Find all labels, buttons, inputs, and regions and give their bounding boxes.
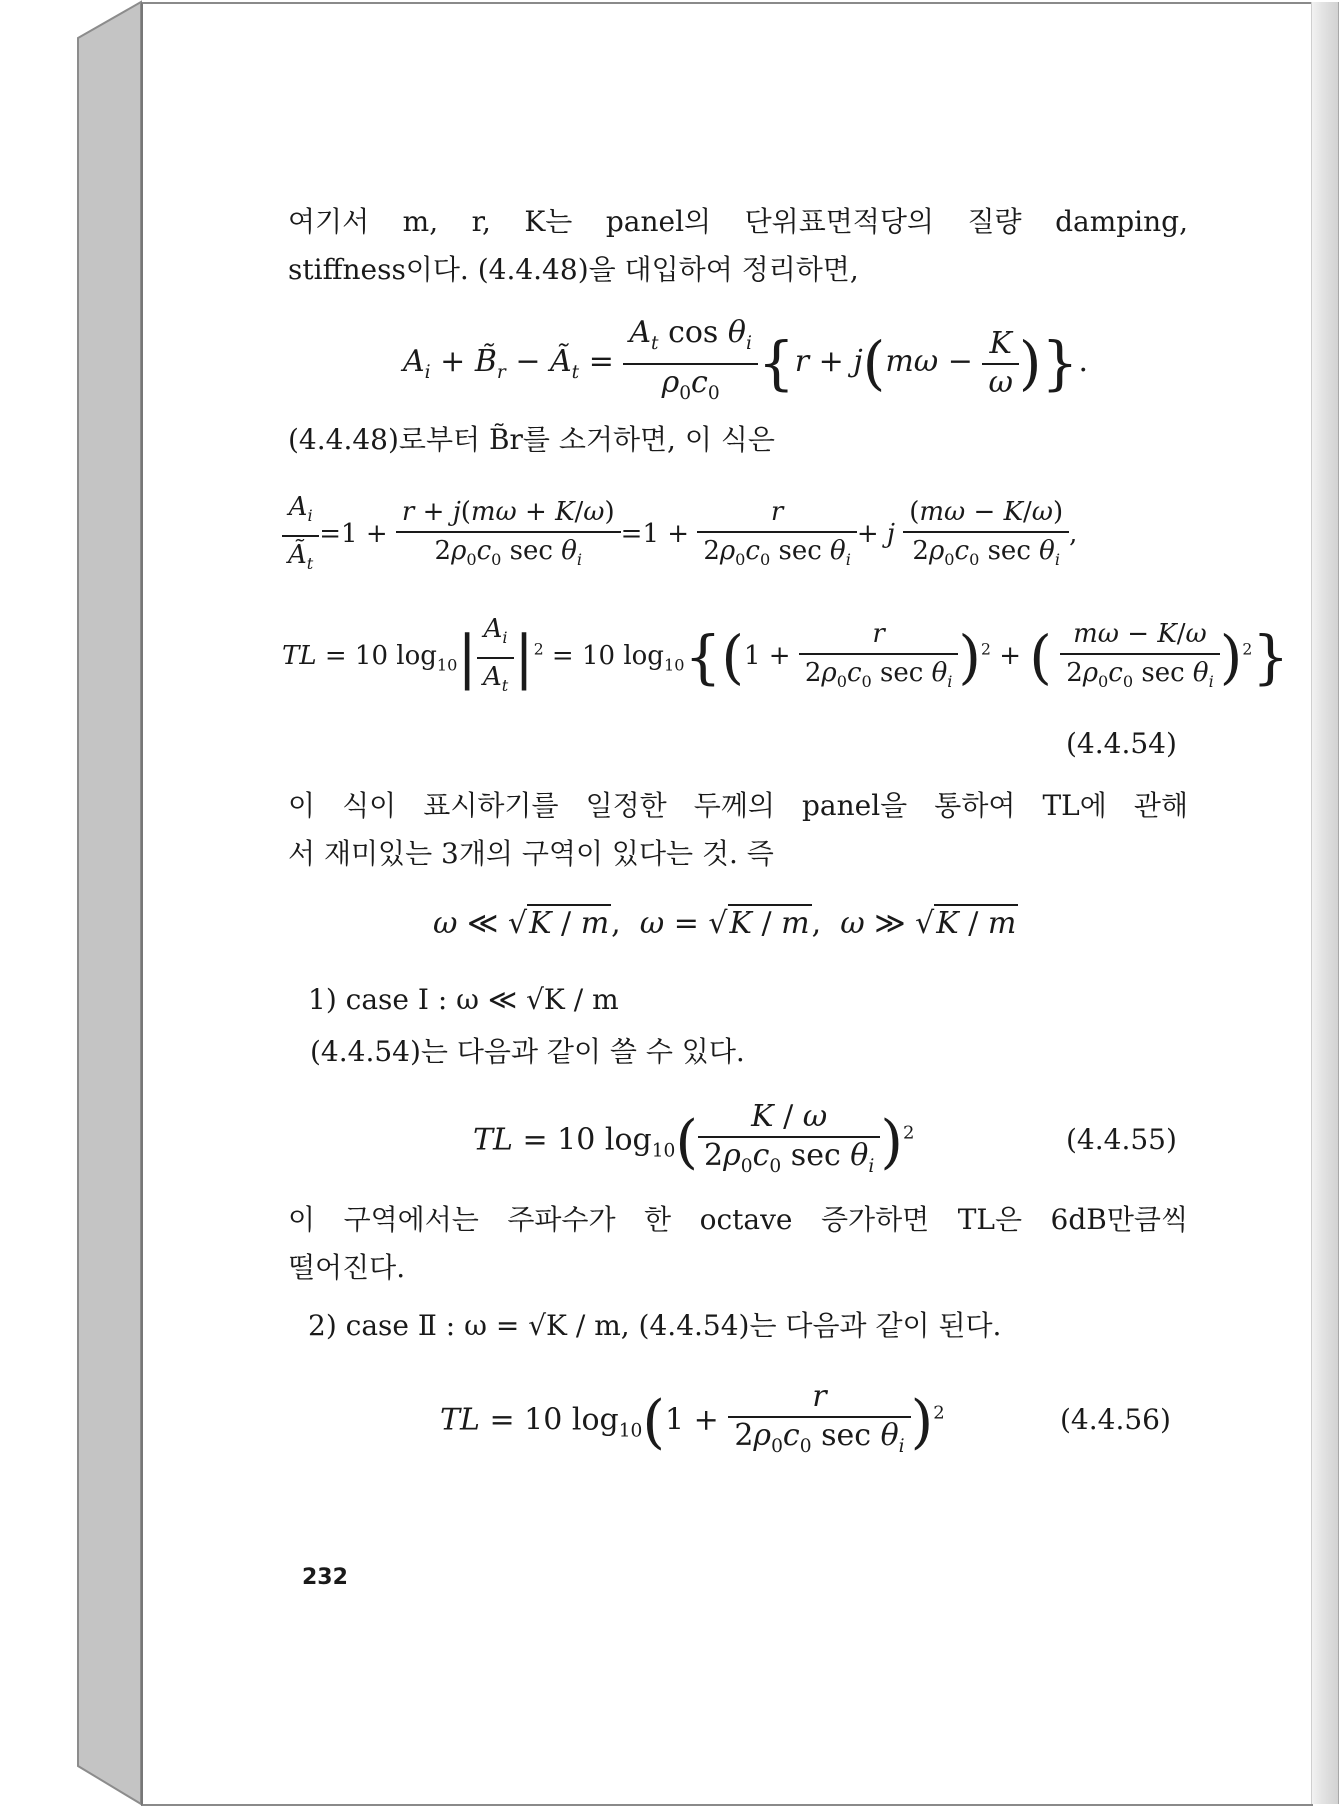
equation-tl-general: TL = 10 $\log_{10}|$ $\frac{A_i}{A_t}$ $|^2 = 10$ $\log_{10}\{(1$ + $\frac{r}{2\rho_0c_0 \sec \theta_i}$ )$^2$ + ( $\frac{m\omega - K/\omega}{2\rho_0c_0 \sec \theta_i}$ )$^2$} — [282, 610, 1289, 704]
equation-number-54: (4.4.54) — [1066, 727, 1177, 760]
case-2-heading: 2) case Ⅱ : ω = √K / m, (4.4.54)는 다음과 같이 된다. — [308, 1309, 1002, 1342]
paragraph-4-line-1: 이 구역에서는 주파수가 한 octave 증가하면 TL은 6dB만큼씩 — [288, 1203, 1188, 1236]
equation-ratio: $\frac{A_i}{Ã_t}$ =1 + $\frac{r + j(m\omega + K/\omega)}{2\rho_0c_0 \sec \theta_i}$ =1 + $\frac{r}{2\rho_0c_0 \sec \theta_i}$ + j $\frac{(m\omega - K/\omega)}{2\rho_0c_0 \sec \theta_i}$ , — [282, 488, 1077, 582]
paragraph-3-line-2: 서 재미있는 3개의 구역이 있다는 것. 즉 — [288, 837, 774, 870]
paragraph-3-line-1: 이 식이 표시하기를 일정한 두께의 panel을 통하여 TL에 관해 — [288, 789, 1188, 822]
equation-number-56: (4.4.56) — [1060, 1403, 1171, 1436]
page-number: 232 — [302, 1565, 348, 1590]
case-1-heading: 1) case Ⅰ : ω ≪ √K / m — [308, 983, 619, 1016]
equation-tl-case-1: TL = 10 $\log_{10}$( $\frac{K / \omega}{2\rho_0c_0 \sec \theta_i}$ )$^2$ — [473, 1099, 915, 1177]
equation-number-55: (4.4.55) — [1066, 1123, 1177, 1156]
equation-regions: ω ≪ √K / m, ω = √K / m, ω ≫ √K / m — [433, 906, 1017, 941]
paragraph-1-line-1: 여기서 m, r, K는 panel의 단위표면적당의 질량 damping, — [288, 205, 1188, 238]
paragraph-1-line-2: stiffness이다. (4.4.48)을 대입하여 정리하면, — [288, 253, 859, 286]
paragraph-4-line-2: 떨어진다. — [288, 1251, 406, 1284]
equation-tl-case-2: TL = 10 $\log_{10}(1$ + $\frac{r}{2\rho_0c_0 \sec \theta_i}$ )$^2$ — [440, 1379, 945, 1457]
page-edge — [1311, 2, 1339, 1804]
case-1-text: (4.4.54)는 다음과 같이 쓸 수 있다. — [310, 1035, 745, 1068]
paragraph-2: (4.4.48)로부터 B̃r를 소거하면, 이 식은 — [288, 423, 775, 456]
equation-boundary: $A_i$ + $B̃_r$ − $Ã_t$ = $\frac{A_t \cos \theta_i}{\rho_0c_0}$ {r + j(mω − $\frac{K}{\omega}$ )}. — [403, 315, 1088, 404]
